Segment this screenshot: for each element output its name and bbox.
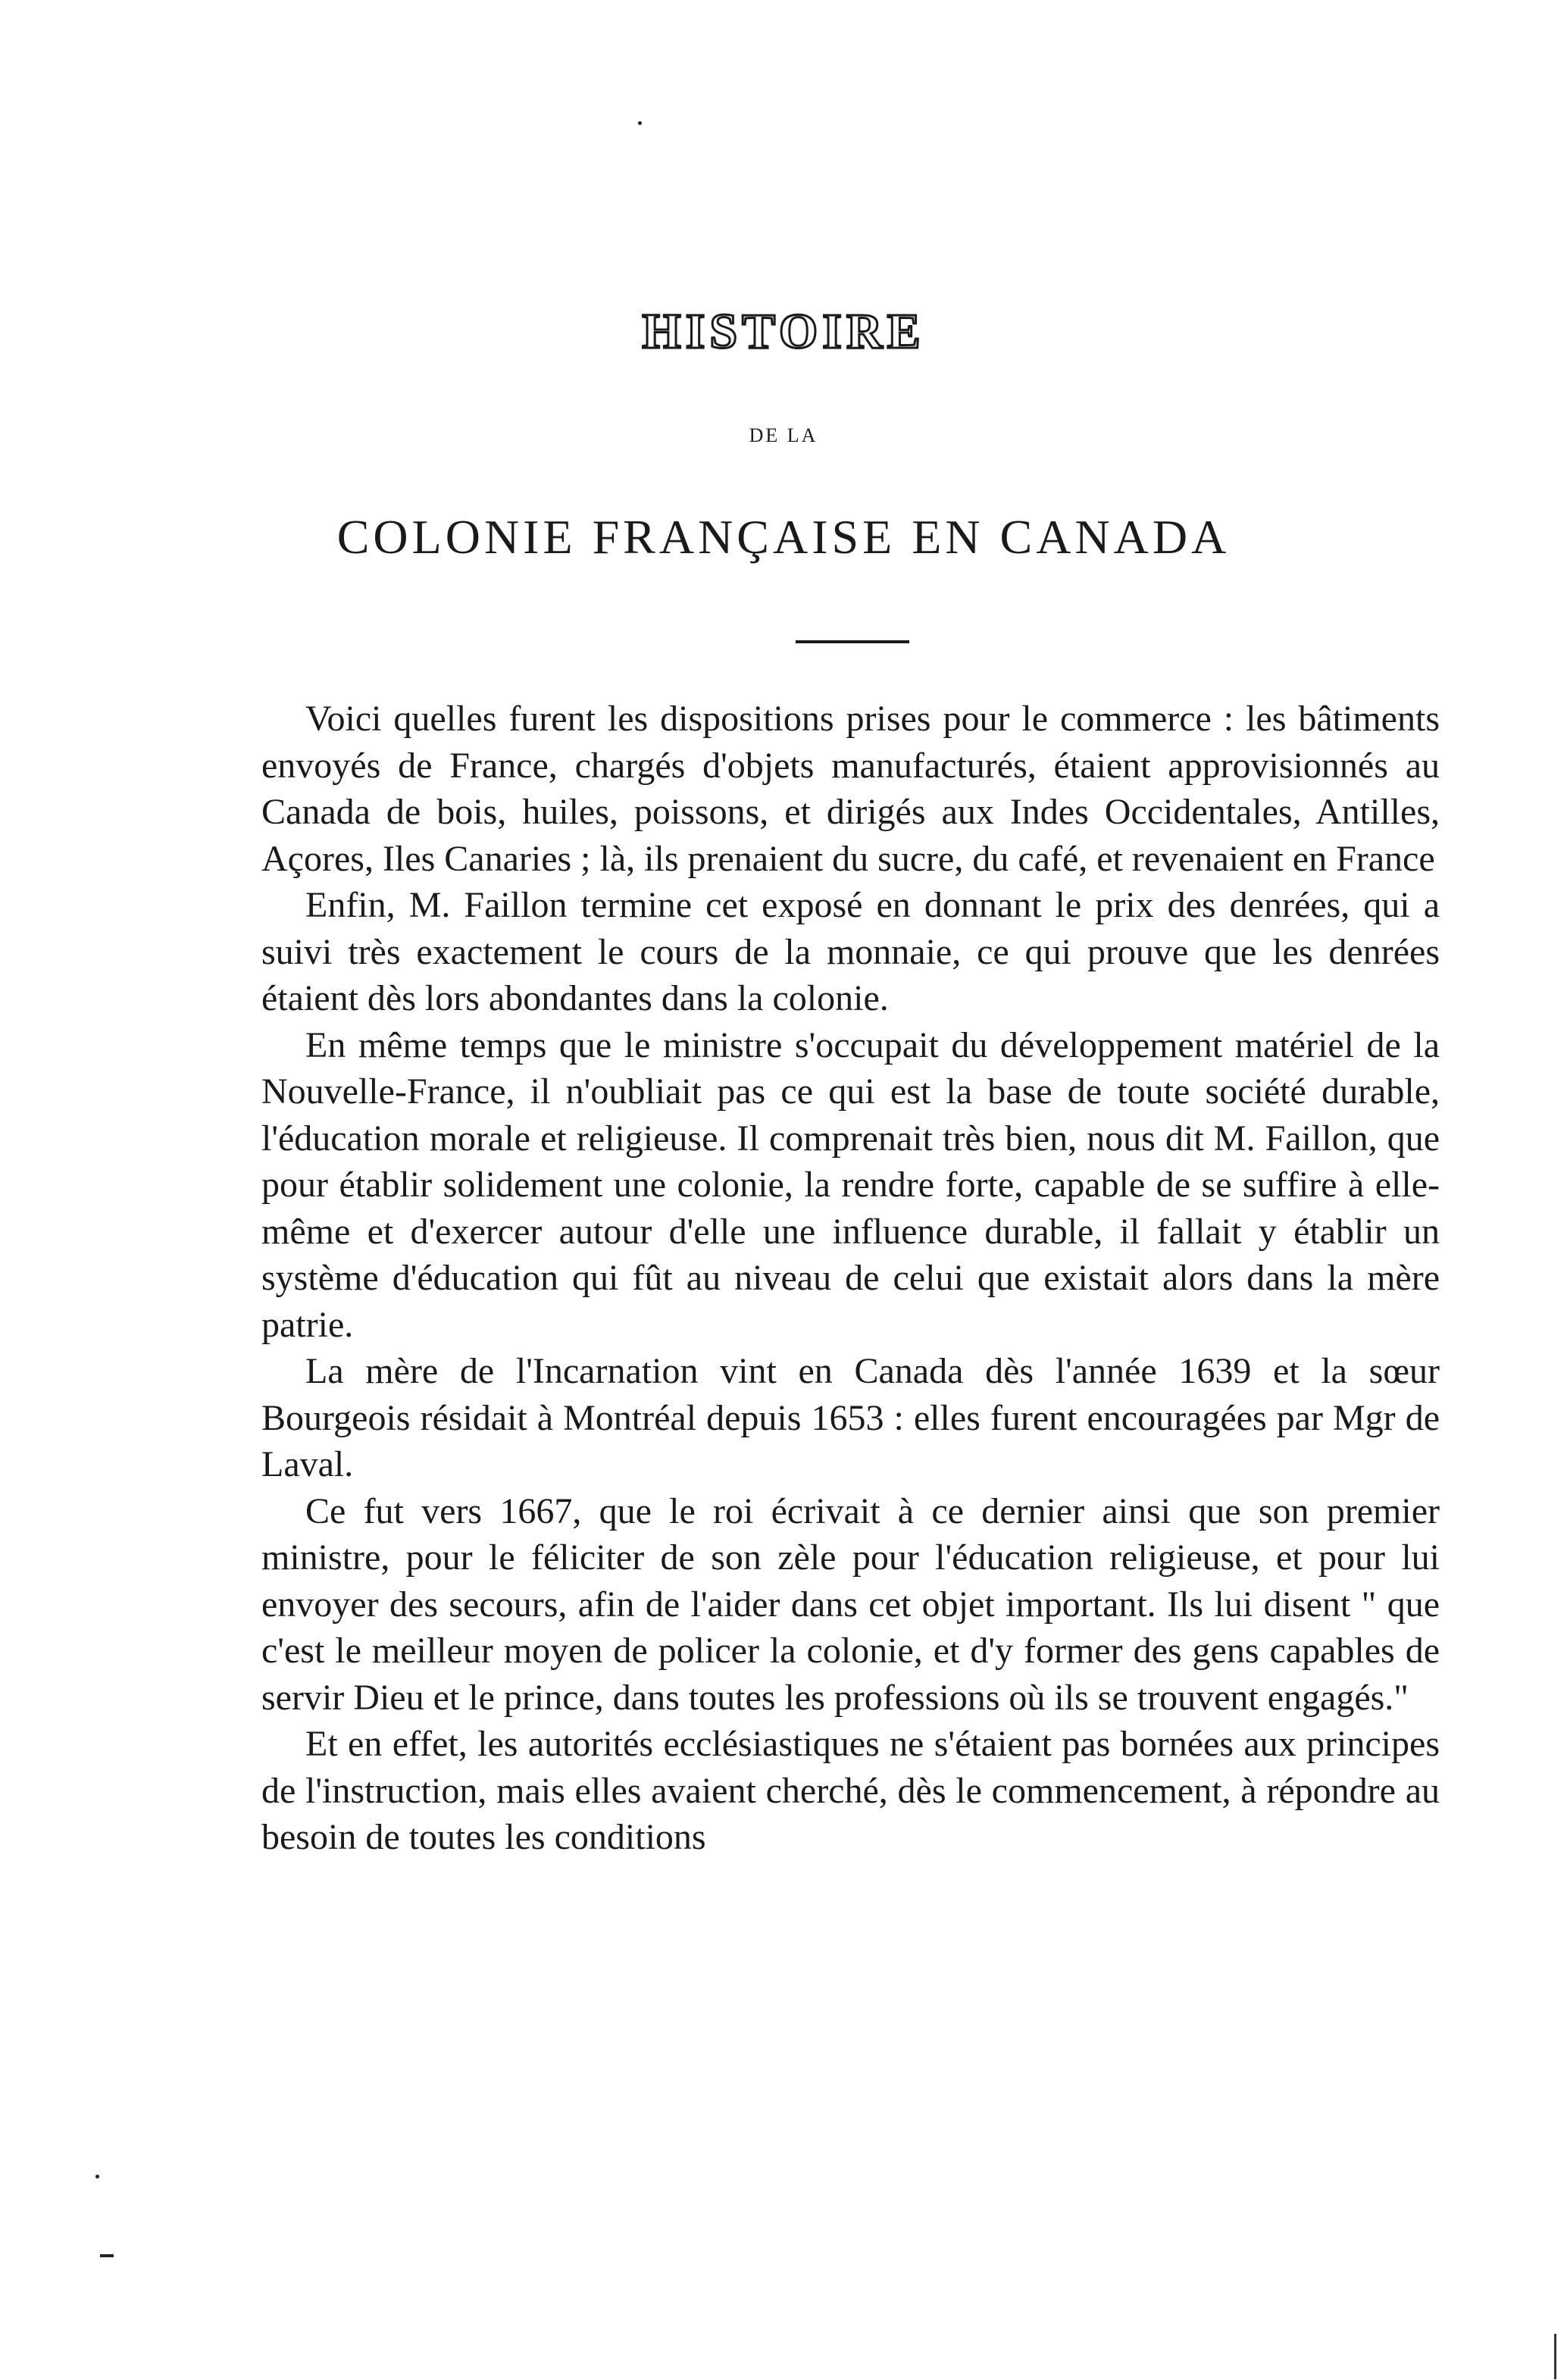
page-subtitle: COLONIE FRANÇAISE EN CANADA bbox=[336, 510, 1231, 564]
page-title: HISTOIRE bbox=[642, 304, 925, 359]
paragraph: Enfin, M. Faillon termine cet exposé en donnant le prix des denrées, qui a suivi très exactement le cours de la monnaie, ce qui prouve que les denrées étaient dès lors abondantes dans la colonie. bbox=[261, 885, 1440, 1018]
paragraph: Ce fut vers 1667, que le roi écrivait à ce dernier ainsi que son premier ministre, pour le féliciter de son zèle pour l'éducation religieuse, et pour lui envoyer des secours, afin de l'aider dans cet objet important. Ils lui disent " que c'est le meilleur moyen de policer la colonie, et d'y former des gens capables de servir Dieu et le prince, dans toutes les professions où ils se trouvent engagés." bbox=[261, 1490, 1440, 1718]
paragraph: Et en effet, les autorités ecclésiastiques ne s'étaient pas bornées aux principes de l'instruction, mais elles avaient cherché, dès le commencement, à répondre au besoin de toutes les conditions bbox=[261, 1724, 1440, 1857]
title-divider bbox=[796, 640, 909, 643]
paragraph: Voici quelles furent les dispositions prises pour le commerce : les bâtiments envoyés de France, chargés d'objets manufacturés, étaient approvisionnés au Canada de bois, huiles, poissons, et dirigés aux Indes Occidentales, Antilles, Açores, Iles Canaries ; là, ils prenaient du sucre, du café, et revenaient en France bbox=[261, 699, 1440, 879]
title-connector: DE LA bbox=[749, 424, 818, 446]
paragraph: La mère de l'Incarnation vint en Canada dès l'année 1639 et la sœur Bourgeois résidait à Montréal depuis 1653 : elles furent encouragées par Mgr de Laval. bbox=[261, 1351, 1440, 1484]
body-text bbox=[261, 696, 1440, 1861]
paragraph: En même temps que le ministre s'occupait du développement matériel de la Nouvelle-France, il n'oubliait pas ce qui est la base de toute société durable, l'éducation morale et religieuse. Il comprenait très bien, nous dit M. Faillon, que pour établir solidement une colonie, la rendre forte, capable de se suffire à elle-même et d'exercer autour d'elle une influence durable, il fallait y établir un système d'éducation qui fût au niveau de celui que existait alors dans la mère patrie. bbox=[261, 1024, 1440, 1345]
print-speck bbox=[638, 121, 642, 125]
print-mark bbox=[100, 2254, 114, 2257]
print-speck bbox=[95, 2175, 99, 2178]
page-edge-mark bbox=[1554, 2334, 1556, 2379]
